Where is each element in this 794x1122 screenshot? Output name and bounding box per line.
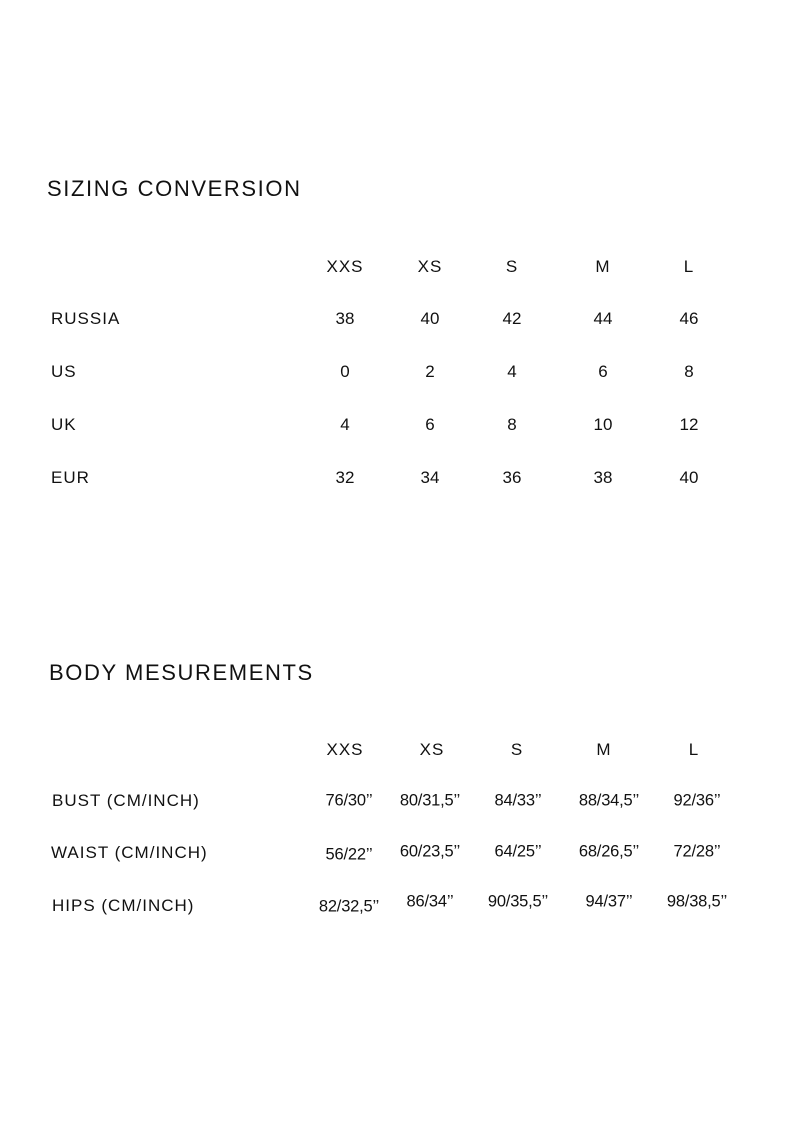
body-col-xxs: XXS — [326, 740, 364, 759]
sizing-cell: 38 — [335, 309, 355, 328]
sizing-cell: 42 — [502, 309, 522, 328]
sizing-cell: 8 — [684, 362, 694, 381]
sizing-cell: 8 — [507, 415, 517, 434]
sizing-cell: 34 — [420, 468, 440, 487]
body-cell: 80/31,5’’ — [399, 791, 461, 810]
body-cell: 72/28’’ — [673, 842, 721, 861]
sizing-cell: 46 — [679, 309, 699, 328]
sizing-col-m: M — [595, 257, 611, 276]
sizing-col-s: S — [505, 257, 519, 276]
body-cell: 86/34’’ — [406, 892, 454, 911]
sizing-row-label: EUR — [51, 468, 90, 487]
body-cell: 68/26,5’’ — [578, 842, 640, 861]
sizing-row-label: UK — [51, 415, 77, 434]
sizing-cell: 12 — [679, 415, 699, 434]
body-cell: 64/25’’ — [494, 842, 542, 861]
body-cell: 98/38,5’’ — [666, 892, 728, 911]
sizing-cell: 44 — [593, 309, 613, 328]
sizing-col-xs: XS — [417, 257, 443, 276]
body-cell: 56/22’’ — [325, 845, 373, 864]
sizing-cell: 38 — [593, 468, 613, 487]
sizing-cell: 6 — [425, 415, 435, 434]
body-row-label: HIPS (CM/INCH) — [52, 896, 195, 915]
body-cell: 76/30’’ — [325, 791, 373, 810]
body-col-xs: XS — [419, 740, 445, 759]
sizing-col-xxs: XXS — [326, 257, 364, 276]
body-cell: 82/32,5’’ — [318, 897, 380, 916]
sizing-conversion-title: SIZING CONVERSION — [47, 176, 302, 201]
sizing-cell: 32 — [335, 468, 355, 487]
sizing-cell: 4 — [340, 415, 350, 434]
sizing-cell: 36 — [502, 468, 522, 487]
sizing-cell: 6 — [598, 362, 608, 381]
body-row-label: BUST (CM/INCH) — [52, 791, 200, 810]
sizing-col-l: L — [683, 257, 695, 276]
sizing-cell: 10 — [593, 415, 613, 434]
sizing-row-label: RUSSIA — [51, 309, 121, 328]
body-col-m: M — [596, 740, 612, 759]
sizing-cell: 2 — [425, 362, 435, 381]
sizing-cell: 40 — [420, 309, 440, 328]
sizing-cell: 4 — [507, 362, 517, 381]
body-col-l: L — [688, 740, 700, 759]
body-measurements-title: BODY MESUREMENTS — [49, 660, 314, 685]
body-cell: 84/33’’ — [494, 791, 542, 810]
body-col-s: S — [510, 740, 524, 759]
sizing-row-label: US — [51, 362, 77, 381]
body-cell: 90/35,5’’ — [487, 892, 549, 911]
body-cell: 92/36’’ — [673, 791, 721, 810]
body-cell: 94/37’’ — [585, 892, 633, 911]
sizing-cell: 40 — [679, 468, 699, 487]
body-cell: 88/34,5’’ — [578, 791, 640, 810]
body-row-label: WAIST (CM/INCH) — [51, 843, 208, 862]
body-cell: 60/23,5’’ — [399, 842, 461, 861]
sizing-cell: 0 — [340, 362, 350, 381]
